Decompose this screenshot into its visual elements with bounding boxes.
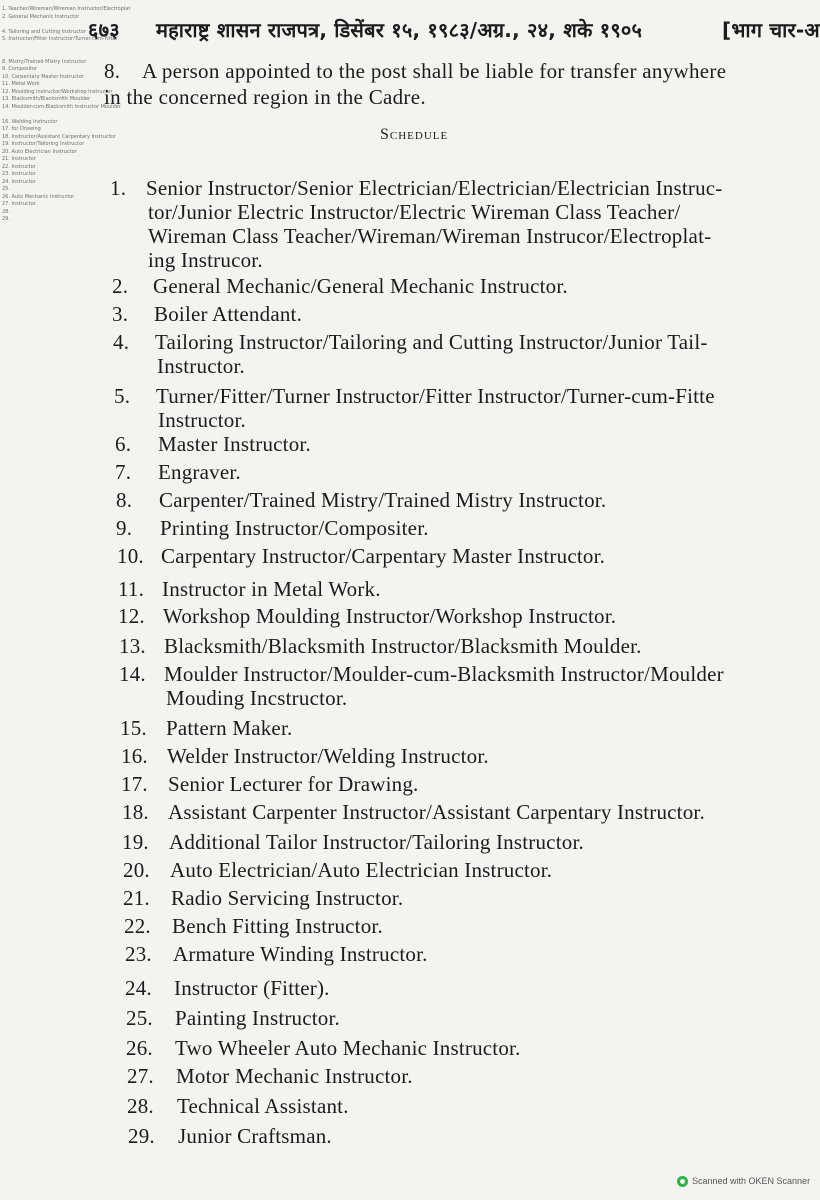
- schedule-item-number: 18.: [122, 800, 149, 824]
- paragraph-line-2: in the concerned region in the Cadre.: [104, 85, 426, 109]
- schedule-item-text: Wireman Class Teacher/Wireman/Wireman Instrucor/Electroplat-: [148, 224, 712, 248]
- schedule-item-number: 24.: [125, 976, 152, 1000]
- schedule-item-text: tor/Junior Electric Instructor/Electric Wireman Class Teacher/: [148, 200, 681, 224]
- schedule-item-text: Assistant Carpenter Instructor/Assistant Carpentary Instructor.: [168, 800, 705, 824]
- schedule-item-number: 21.: [123, 886, 150, 910]
- schedule-item: [0, 176, 809, 272]
- margin-note: 9. Compositor: [2, 66, 38, 72]
- schedule-item: [0, 302, 809, 326]
- schedule-item-text: Additional Tailor Instructor/Tailoring Instructor.: [169, 830, 584, 854]
- margin-note: [2, 21, 152, 29]
- schedule-item-text: Turner/Fitter/Turner Instructor/Fitter Instructor/Turner-cum-Fitte: [156, 384, 715, 408]
- schedule-item: [0, 634, 809, 658]
- gazette-part: [भाग चार-अ: [722, 18, 820, 42]
- schedule-item-text: Welder Instructor/Welding Instructor.: [167, 744, 489, 768]
- margin-note: 11. Metal Work: [2, 81, 40, 87]
- schedule-item: [0, 460, 809, 484]
- schedule-item: [0, 1006, 809, 1030]
- margin-note: 24. Instructor: [2, 178, 36, 185]
- schedule-item-number: 3.: [112, 302, 129, 326]
- schedule-item-number: 11.: [118, 577, 145, 601]
- schedule-item-number: 15.: [120, 716, 147, 740]
- schedule-item-text: Painting Instructor.: [175, 1006, 340, 1030]
- schedule-item-text: ing Instrucor.: [148, 248, 263, 272]
- schedule-item-number: 6.: [115, 432, 132, 456]
- schedule-item-text: Motor Mechanic Instructor.: [176, 1064, 413, 1088]
- schedule-item-text: Instructor.: [157, 354, 245, 378]
- margin-note: 21. Instructor: [2, 156, 36, 162]
- schedule-item-text: Two Wheeler Auto Mechanic Instructor.: [175, 1036, 521, 1060]
- schedule-item-number: 16.: [121, 744, 148, 768]
- paragraph-line-1: A person appointed to the post shall be liable for transfer anywhere: [142, 59, 727, 83]
- schedule-heading: Schedule: [380, 126, 449, 143]
- schedule-item: [0, 544, 809, 568]
- schedule-item-text: Radio Servicing Instructor.: [171, 886, 404, 910]
- schedule-item-text: Moulder Instructor/Moulder-cum-Blacksmith Instructor/Moulder: [164, 662, 724, 686]
- schedule-item-number: 7.: [115, 460, 132, 484]
- schedule-item-number: 2.: [112, 274, 129, 298]
- schedule-item: [0, 942, 809, 966]
- schedule-item-number: 12.: [118, 604, 145, 628]
- schedule-item: [0, 744, 809, 768]
- schedule-item-number: 23.: [125, 942, 152, 966]
- margin-note: 16. Welding Instructor: [2, 118, 58, 125]
- schedule-item: [0, 662, 809, 710]
- margin-note: 1. Teacher/Wireman/Wireman Instructor/Electroplat: [2, 6, 131, 12]
- schedule-item-number: 10.: [117, 544, 144, 568]
- schedule-item: [0, 274, 809, 298]
- schedule-item: [0, 800, 809, 824]
- margin-note: 27. Instructor: [2, 201, 36, 207]
- schedule-item-text: Pattern Maker.: [166, 716, 293, 740]
- schedule-item: [0, 716, 809, 740]
- schedule-item: [0, 1064, 809, 1088]
- schedule-item-number: 4.: [113, 330, 130, 354]
- schedule-item: [0, 976, 809, 1000]
- gazette-title: महाराष्ट्र शासन राजपत्र, डिसेंबर १५, १९८३/अग्र., २४, शके १९०५: [156, 18, 643, 42]
- schedule-item: [0, 384, 809, 432]
- schedule-item: [0, 886, 809, 910]
- scanner-watermark-text: Scanned with OKEN Scanner: [692, 1176, 811, 1186]
- schedule-item-text: Boiler Attendant.: [154, 302, 303, 326]
- schedule-item: [0, 330, 809, 378]
- schedule-item-text: Blacksmith/Blacksmith Instructor/Blacksmith Moulder.: [164, 634, 642, 658]
- schedule-item-number: 27.: [127, 1064, 154, 1088]
- schedule-item-number: 29.: [128, 1124, 155, 1148]
- schedule-item: [0, 914, 809, 938]
- schedule-item: [0, 1124, 809, 1148]
- margin-note: 18. Instructor/Assistant Carpentary Instructor: [2, 133, 116, 140]
- margin-note: [2, 44, 152, 52]
- margin-note: 20. Auto Electrician Instructor: [2, 148, 77, 155]
- schedule-item-number: 13.: [119, 634, 146, 658]
- margin-note: 29.: [2, 216, 10, 222]
- schedule-item-text: Workshop Moulding Instructor/Workshop Instructor.: [163, 604, 617, 628]
- schedule-item-number: 14.: [119, 662, 146, 686]
- schedule-item-text: Senior Instructor/Senior Electrician/Electrician/Electrician Instruc-: [146, 176, 723, 200]
- schedule-item-text: Carpenter/Trained Mistry/Trained Mistry Instructor.: [159, 488, 607, 512]
- schedule-item: [0, 516, 809, 540]
- margin-note: 22. Instructor: [2, 163, 36, 170]
- schedule-item-text: Instructor (Fitter).: [174, 976, 330, 1000]
- margin-note: 23. Instructor: [2, 171, 36, 177]
- margin-note: 25.: [2, 186, 10, 192]
- schedule-item-text: Auto Electrician/Auto Electrician Instructor.: [170, 858, 553, 882]
- margin-note: 14. Moulder-cum-Blacksmith Instructor Moulder: [2, 103, 121, 110]
- margin-note: 13. Blacksmith/Blacksmith Moulder: [2, 96, 91, 102]
- schedule-item-text: Mouding Incstructor.: [166, 686, 348, 710]
- schedule-item: [0, 858, 809, 882]
- schedule-item-text: Tailoring Instructor/Tailoring and Cutting Instructor/Junior Tail-: [155, 330, 708, 354]
- schedule-item: [0, 604, 809, 628]
- scanner-watermark: [677, 1176, 810, 1187]
- schedule-item-text: General Mechanic/General Mechanic Instructor.: [153, 274, 568, 298]
- schedule-item: [0, 1094, 809, 1118]
- margin-note: 5. Instructor/Fitter Instructor/Turner-cum-Fitter: [2, 36, 118, 42]
- margin-note: 10. Carpentary Master Instructor: [2, 73, 85, 80]
- schedule-item-text: Carpentary Instructor/Carpentary Master Instructor.: [161, 544, 606, 568]
- schedule-item-number: 5.: [114, 384, 131, 408]
- page-number: ६७३: [88, 18, 120, 42]
- schedule-item-text: Junior Craftsman.: [178, 1124, 332, 1148]
- schedule-item-text: Engraver.: [158, 460, 241, 484]
- schedule-item-number: 19.: [122, 830, 149, 854]
- page-header: [88, 16, 820, 48]
- paragraph-8: [104, 58, 804, 110]
- schedule-item: [0, 1036, 809, 1060]
- margin-note: 2. General Mechanic Instructor: [2, 13, 80, 20]
- schedule-item-number: 20.: [123, 858, 150, 882]
- scanner-logo-icon: [677, 1176, 688, 1187]
- schedule-item-number: 28.: [127, 1094, 154, 1118]
- schedule-item: [0, 772, 809, 796]
- schedule-item: [0, 488, 809, 512]
- schedule-item: [0, 577, 809, 601]
- margin-note: 8. Mistry/Trained Mistry Instructor: [2, 58, 87, 65]
- margin-note: 26. Auto Mechanic Instructor: [2, 193, 75, 200]
- schedule-item: [0, 830, 809, 854]
- schedule-item-text: Instructor.: [158, 408, 246, 432]
- margin-note: [2, 111, 152, 119]
- schedule-item-number: 17.: [121, 772, 148, 796]
- margin-note: 17. for Drawing: [2, 126, 41, 132]
- margin-note: 12. Moulding Instructor/Workshop Instructor: [2, 88, 113, 95]
- paragraph-number: 8.: [104, 59, 121, 83]
- schedule-item-number: 9.: [116, 516, 133, 540]
- schedule-item-text: Printing Instructor/Compositer.: [160, 516, 429, 540]
- margin-note: 4. Tailoring and Cutting Instructor: [2, 28, 87, 35]
- schedule-item-number: 1.: [110, 176, 127, 200]
- margin-note: 19. Instructor/Tailoring Instructor: [2, 141, 85, 147]
- schedule-item-number: 25.: [126, 1006, 153, 1030]
- schedule-item: [0, 432, 809, 456]
- schedule-item-text: Technical Assistant.: [177, 1094, 349, 1118]
- schedule-item-number: 22.: [124, 914, 151, 938]
- margin-note: 28.: [2, 208, 10, 215]
- schedule-item-number: 26.: [126, 1036, 153, 1060]
- schedule-item-text: Senior Lecturer for Drawing.: [168, 772, 419, 796]
- schedule-item-text: Bench Fitting Instructor.: [172, 914, 383, 938]
- schedule-item-text: Master Instructor.: [158, 432, 311, 456]
- schedule-item-text: Armature Winding Instructor.: [173, 942, 428, 966]
- schedule-item-number: 8.: [116, 488, 133, 512]
- schedule-item-text: Instructor in Metal Work.: [162, 577, 381, 601]
